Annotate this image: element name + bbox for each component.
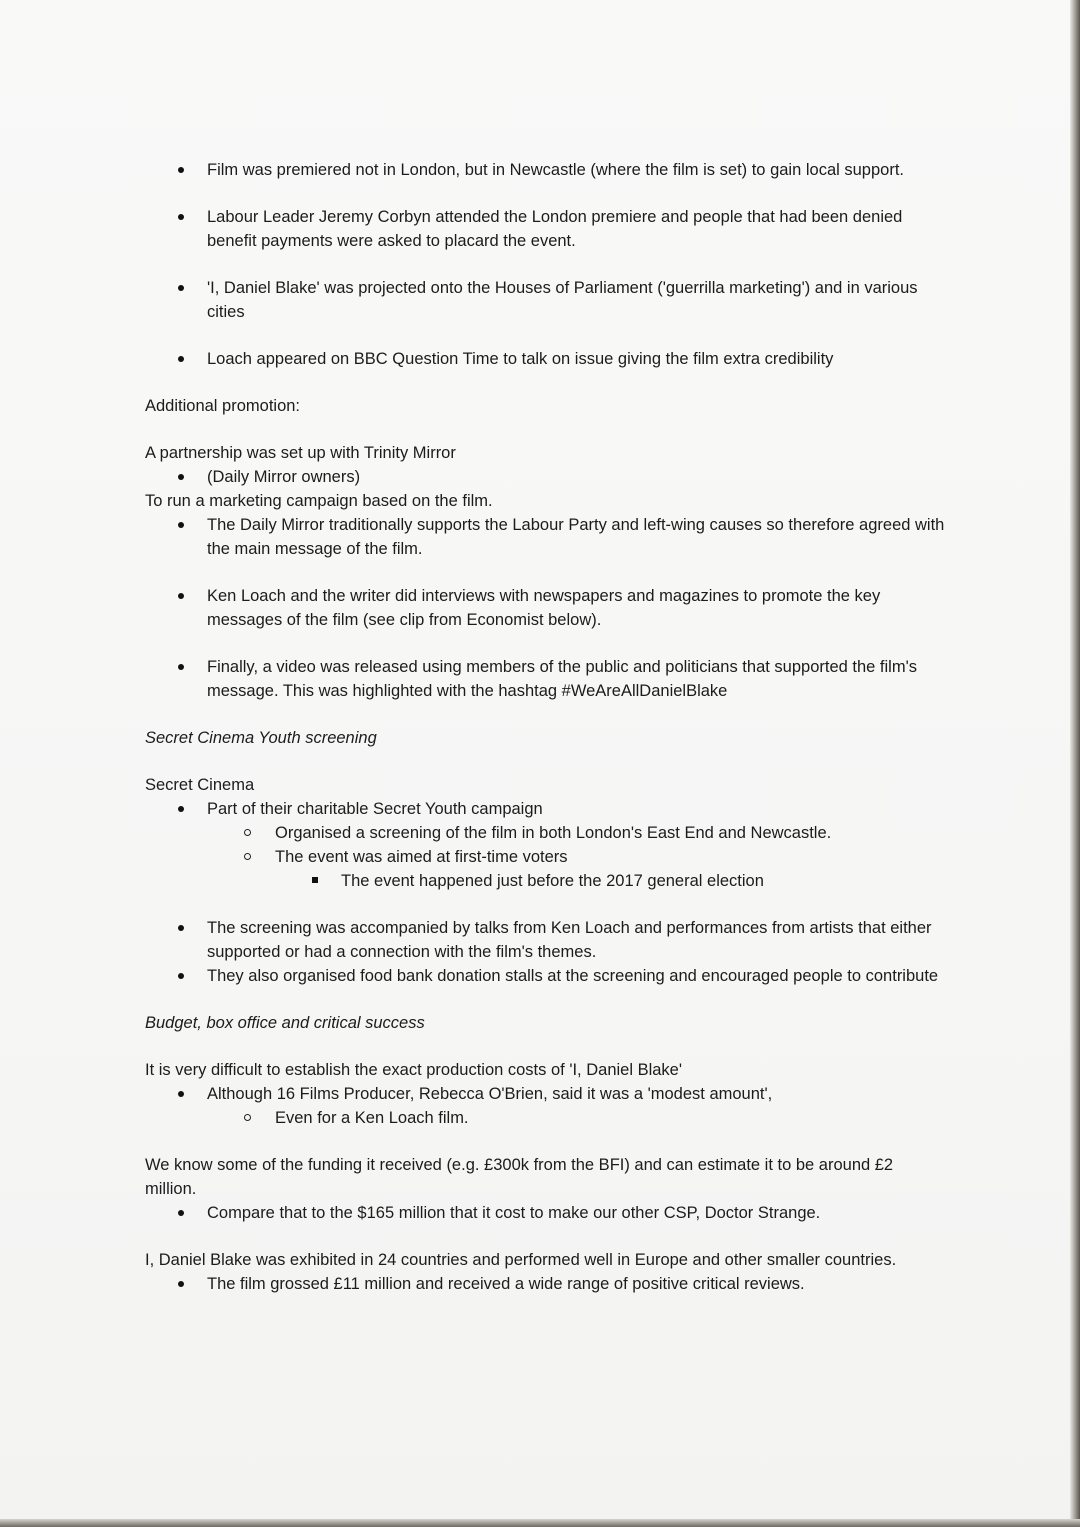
section-heading-additional: Additional promotion: [145,397,301,415]
list-item: Organised a screening of the film in both London's East End and Newcastle. [145,821,945,845]
page-edge-right [1070,0,1080,1527]
paragraph: We know some of the funding it received (e.g. £300k from the BFI) and can estimate it to be around £2 million. [145,1156,894,1198]
section-heading-budget: Budget, box office and critical success [145,1014,425,1032]
list-item: Even for a Ken Loach film. [145,1106,945,1130]
list-item: Ken Loach and the writer did interviews with newspapers and magazines to promote the key messages of the film (see clip from Economist below). [145,584,945,632]
budget-list [145,1082,945,1130]
paragraph: Secret Cinema [145,776,255,794]
paragraph: I, Daniel Blake was exhibited in 24 countries and performed well in Europe and other smaller countries. [145,1251,897,1269]
additional-list [145,513,945,703]
list-item: Labour Leader Jeremy Corbyn attended the London premiere and people that had been denied benefit payments were asked to placard the event. [145,205,945,253]
list-item: Loach appeared on BBC Question Time to talk on issue giving the film extra credibility [145,347,945,371]
owners-list [145,465,945,489]
gross-list [145,1272,945,1296]
comparison-list [145,1201,945,1225]
screening-list [145,916,945,988]
paragraph: A partnership was set up with Trinity Mirror [145,444,456,462]
document-content [145,158,945,1296]
list-item: Compare that to the $165 million that it cost to make our other CSP, Doctor Strange. [145,1201,945,1225]
list-item: The event was aimed at first-time voters [145,845,945,869]
list-item: The film grossed £11 million and received a wide range of positive critical reviews. [145,1272,945,1296]
list-item: They also organised food bank donation stalls at the screening and encouraged people to contribute [145,964,945,988]
list-item: Although 16 Films Producer, Rebecca O'Brien, said it was a 'modest amount', [145,1082,945,1106]
list-item: 'I, Daniel Blake' was projected onto the Houses of Parliament ('guerrilla marketing') and in various cities [145,276,945,324]
list-item: Part of their charitable Secret Youth campaign [145,797,945,821]
list-item: Film was premiered not in London, but in Newcastle (where the film is set) to gain local support. [145,158,945,182]
paragraph: It is very difficult to establish the exact production costs of 'I, Daniel Blake' [145,1061,683,1079]
paragraph: To run a marketing campaign based on the film. [145,492,493,510]
list-item: (Daily Mirror owners) [145,465,945,489]
list-item: The event happened just before the 2017 general election [145,869,945,893]
list-item: The screening was accompanied by talks from Ken Loach and performances from artists that either supported or had a connection with the film's themes. [145,916,945,964]
list-item: The Daily Mirror traditionally supports the Labour Party and left-wing causes so therefore agreed with the main message of the film. [145,513,945,561]
list-item: Finally, a video was released using members of the public and politicians that supported the film's message. This was highlighted with the hashtag #WeAreAllDanielBlake [145,655,945,703]
section-heading-secret-cinema: Secret Cinema Youth screening [145,729,377,747]
premiere-list [145,158,945,371]
page-edge-bottom [0,1519,1080,1527]
secret-cinema-list [145,797,945,893]
